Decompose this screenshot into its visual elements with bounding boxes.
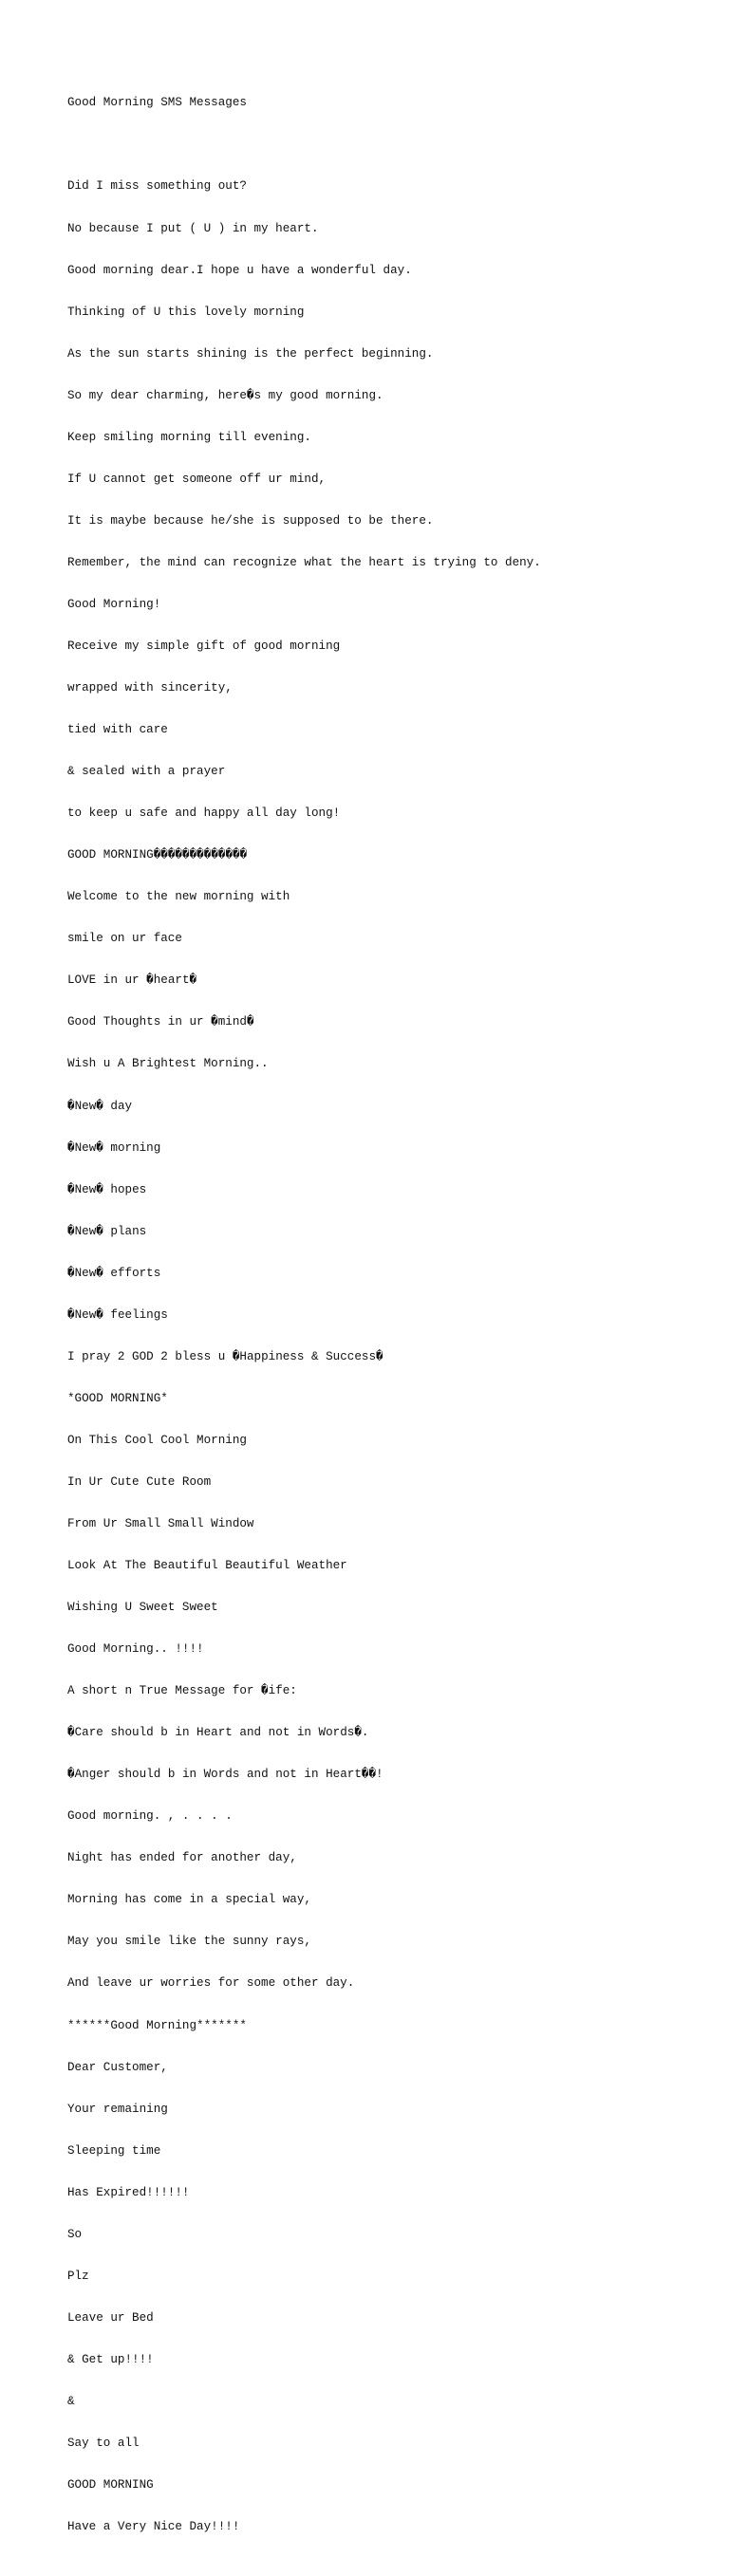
text-line: to keep u safe and happy all day long! [67, 806, 341, 821]
text-line: On This Cool Cool Morning [67, 1433, 247, 1447]
text-line: From Ur Small Small Window [67, 1516, 254, 1530]
text-line: Leave ur Bed [67, 2310, 154, 2325]
document-page [67, 68, 694, 2576]
text-line: Sleeping time [67, 2143, 161, 2158]
document-title: Good Morning SMS Messages [67, 96, 247, 110]
text-line: *GOOD MORNING* [67, 1391, 168, 1405]
text-line: Good Thoughts in ur �mind� [67, 1015, 254, 1029]
text-line: & sealed with a prayer [67, 765, 226, 779]
text-line: tied with care [67, 723, 168, 737]
text-line: �New� morning [67, 1140, 161, 1155]
text-line: GOOD MORNING������������� [67, 848, 248, 862]
text-line: As the sun starts shining is the perfect beginning. [67, 346, 434, 361]
text-line: wrapped with sincerity, [67, 681, 233, 695]
text-line: Welcome to the new morning with [67, 890, 290, 904]
text-line: & Get up!!!! [67, 2352, 154, 2366]
text-line: LOVE in ur �heart� [67, 973, 197, 988]
text-line: Receive my simple gift of good morning [67, 639, 341, 653]
text-line: �New� day [67, 1099, 133, 1113]
text-line: It is maybe because he/she is supposed to be there. [67, 513, 434, 528]
text-line: I pray 2 GOD 2 bless u �Happiness & Success� [67, 1349, 383, 1363]
text-line: Thinking of U this lovely morning [67, 305, 305, 319]
text-line: Keep smiling morning till evening. [67, 430, 311, 444]
text-line: Say to all [67, 2437, 140, 2450]
text-line: In Ur Cute Cute Room [67, 1474, 212, 1489]
text-line: Night has ended for another day, [67, 1851, 297, 1865]
text-line: �Care should b in Heart and not in Words�. [67, 1726, 369, 1740]
text-line: Did I miss something out? [67, 179, 247, 194]
text-line: Morning has come in a special way, [67, 1893, 311, 1907]
text-line: So [67, 2227, 83, 2241]
text-line: �New� hopes [67, 1182, 147, 1196]
text-line: Have a Very Nice Day!!!! [67, 2520, 240, 2534]
text-line: If U cannot get someone off ur mind, [67, 472, 327, 486]
text-line: �New� feelings [67, 1307, 168, 1322]
text-line: Look At The Beautiful Beautiful Weather [67, 1559, 347, 1573]
message-lines [67, 152, 694, 2562]
text-line: �Anger should b in Words and not in Heart��! [67, 1768, 383, 1782]
text-line: Good morning. , . . . . [67, 1809, 233, 1824]
text-line: No because I put ( U ) in my heart. [67, 221, 319, 235]
text-line: Dear Customer, [67, 2060, 168, 2074]
text-line: ******Good Morning******* [67, 2018, 247, 2032]
text-line: GOOD MORNING [67, 2478, 154, 2493]
text-line: Remember, the mind can recognize what the heart is trying to deny. [67, 555, 541, 569]
text-line: So my dear charming, here�s my good morning. [67, 388, 383, 402]
text-line: Wishing U Sweet Sweet [67, 1601, 218, 1615]
text-line: Plz [67, 2269, 89, 2283]
text-line: & [67, 2394, 75, 2408]
text-line: Wish u A Brightest Morning.. [67, 1057, 269, 1071]
text-line: May you smile like the sunny rays, [67, 1935, 311, 1949]
text-line: Your remaining [67, 2102, 168, 2116]
text-line: Good Morning.. !!!! [67, 1642, 204, 1657]
text-line: And leave ur worries for some other day. [67, 1976, 355, 1991]
text-line: A short n True Message for �ife: [67, 1684, 297, 1698]
text-line: Good Morning! [67, 597, 161, 611]
text-line: �New� plans [67, 1224, 147, 1238]
text-line: �New� efforts [67, 1266, 161, 1280]
text-line: smile on ur face [67, 932, 182, 946]
text-line: Good morning dear.I hope u have a wonderful day. [67, 263, 412, 277]
text-line: Has Expired!!!!!! [67, 2185, 190, 2199]
